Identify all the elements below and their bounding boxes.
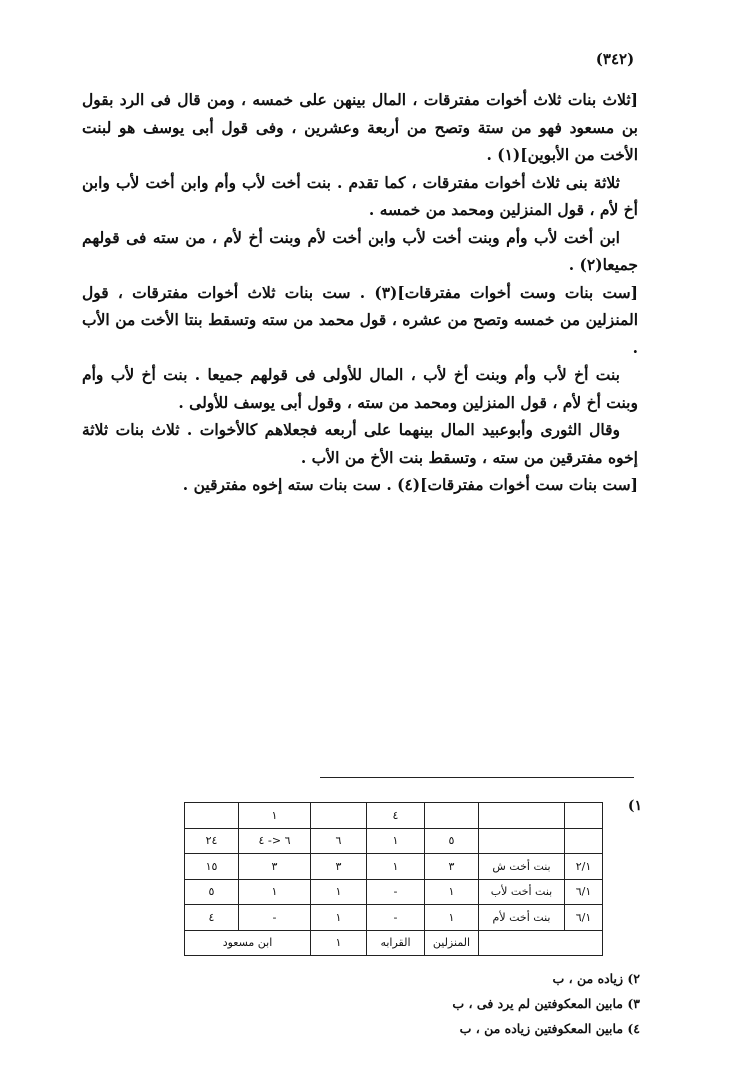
paragraph: بنت أخ لأب وأم وبنت أخ لأب ، المال للأولى فى قولهم جميعا . بنت أخ لأب وأم وبنت أخ لأم ، قول المنزلين ومحمد من سته ، وقول أبى يوسف للأولى .: [82, 365, 638, 412]
paragraph: [ثلاث بنات ثلاث أخوات مفترقات ، المال بينهن على خمسه ، ومن قال فى الرد بقول بن مسعود فهو من ستة وتصح من أربعة وعشرين ، وفى قول أبى يوسف هو لبنت الأخت من الأبوين](١) .: [82, 90, 638, 164]
paragraph: ثلاثة بنى ثلاث أخوات مفترقات ، كما تقدم . بنت أخت لأب وأم وابن أخت لأب وابن أخ لأم ، قول المنزلين ومحمد من خمسه .: [82, 172, 638, 219]
table-cell: ابن مسعود: [185, 930, 311, 956]
table-cell: [565, 828, 603, 854]
table-row: [185, 828, 603, 854]
table-cell: [311, 803, 367, 829]
table-footer-row: [185, 930, 603, 956]
table-cell: [479, 828, 565, 854]
table-cell: ٢/١: [565, 854, 603, 880]
table-cell: -: [239, 905, 311, 931]
table-cell: بنت أخت لأم: [479, 905, 565, 931]
footnote-separator: [320, 777, 634, 778]
table-cell: ١: [311, 879, 367, 905]
footnotes: [300, 966, 640, 1041]
table-cell: [565, 803, 603, 829]
body-text: [82, 86, 638, 499]
table-cell: ١: [311, 930, 367, 956]
paragraph: [ست بنات ست أخوات مفترقات](٤) . ست بنات سته إخوه مفترقين .: [182, 475, 638, 494]
table-cell: ٣: [311, 854, 367, 880]
table-cell: [425, 803, 479, 829]
table-cell: بنت أخت لأب: [479, 879, 565, 905]
footnote-marker: ١): [627, 798, 642, 814]
footnote: ٤) مابين المعكوفتين زياده من ، ب: [459, 1021, 640, 1036]
table-cell: بنت أخت ش: [479, 854, 565, 880]
table-cell: المنزلين: [425, 930, 479, 956]
table-cell: -: [367, 879, 425, 905]
inheritance-table: [184, 802, 603, 956]
table-cell: -: [367, 905, 425, 931]
table-row: [185, 854, 603, 880]
table-cell: ٦/١: [565, 879, 603, 905]
table-cell: ٦/١: [565, 905, 603, 931]
table-row: [185, 879, 603, 905]
table-cell: ٦: [311, 828, 367, 854]
table-cell: [479, 803, 565, 829]
table-cell: ٥: [185, 879, 239, 905]
table-cell: ١: [425, 905, 479, 931]
table-cell: ٦ <- ٤: [239, 828, 311, 854]
table-cell: ١: [367, 854, 425, 880]
paragraph: ابن أخت لأب وأم وبنت أخت لأب وابن أخت لأم وبنت أخ لأم ، من سته فى قولهم جميعا(٢) .: [82, 227, 638, 274]
table-cell: ١: [239, 803, 311, 829]
table-cell: ٣: [425, 854, 479, 880]
table-cell: ٣: [239, 854, 311, 880]
paragraph: وقال الثورى وأبوعبيد المال بينهما على أربعه فجعلاهم كالأخوات . ثلاث بنات ثلاثة إخوه مفترقين من سته ، وتسقط بنت الأخ من الأب .: [82, 420, 638, 467]
page-number: (٣٤٢): [595, 50, 635, 68]
table-row: [185, 905, 603, 931]
table-cell: ١٥: [185, 854, 239, 880]
table-cell: ١: [367, 828, 425, 854]
table-cell: ١: [425, 879, 479, 905]
table-cell: ١: [311, 905, 367, 931]
table-cell: [479, 930, 603, 956]
table-cell: [185, 803, 239, 829]
table-cell: ١: [239, 879, 311, 905]
table-cell: ٥: [425, 828, 479, 854]
table-cell: ٤: [367, 803, 425, 829]
table-cell: ٢٤: [185, 828, 239, 854]
table-cell: القرابه: [367, 930, 425, 956]
paragraph: [ست بنات وست أخوات مفترقات](٣) . ست بنات ثلاث أخوات مفترقات ، قول المنزلين من خمسه وتصح من عشره ، قول محمد من سته وتسقط بنتا الأخت من الأب .: [82, 282, 638, 357]
footnote: ٣) مابين المعكوفتين لم يرد فى ، ب: [452, 996, 640, 1011]
table-cell: ٤: [185, 905, 239, 931]
table-header-row: [185, 803, 603, 829]
footnote: ٢) زياده من ، ب: [552, 971, 640, 986]
